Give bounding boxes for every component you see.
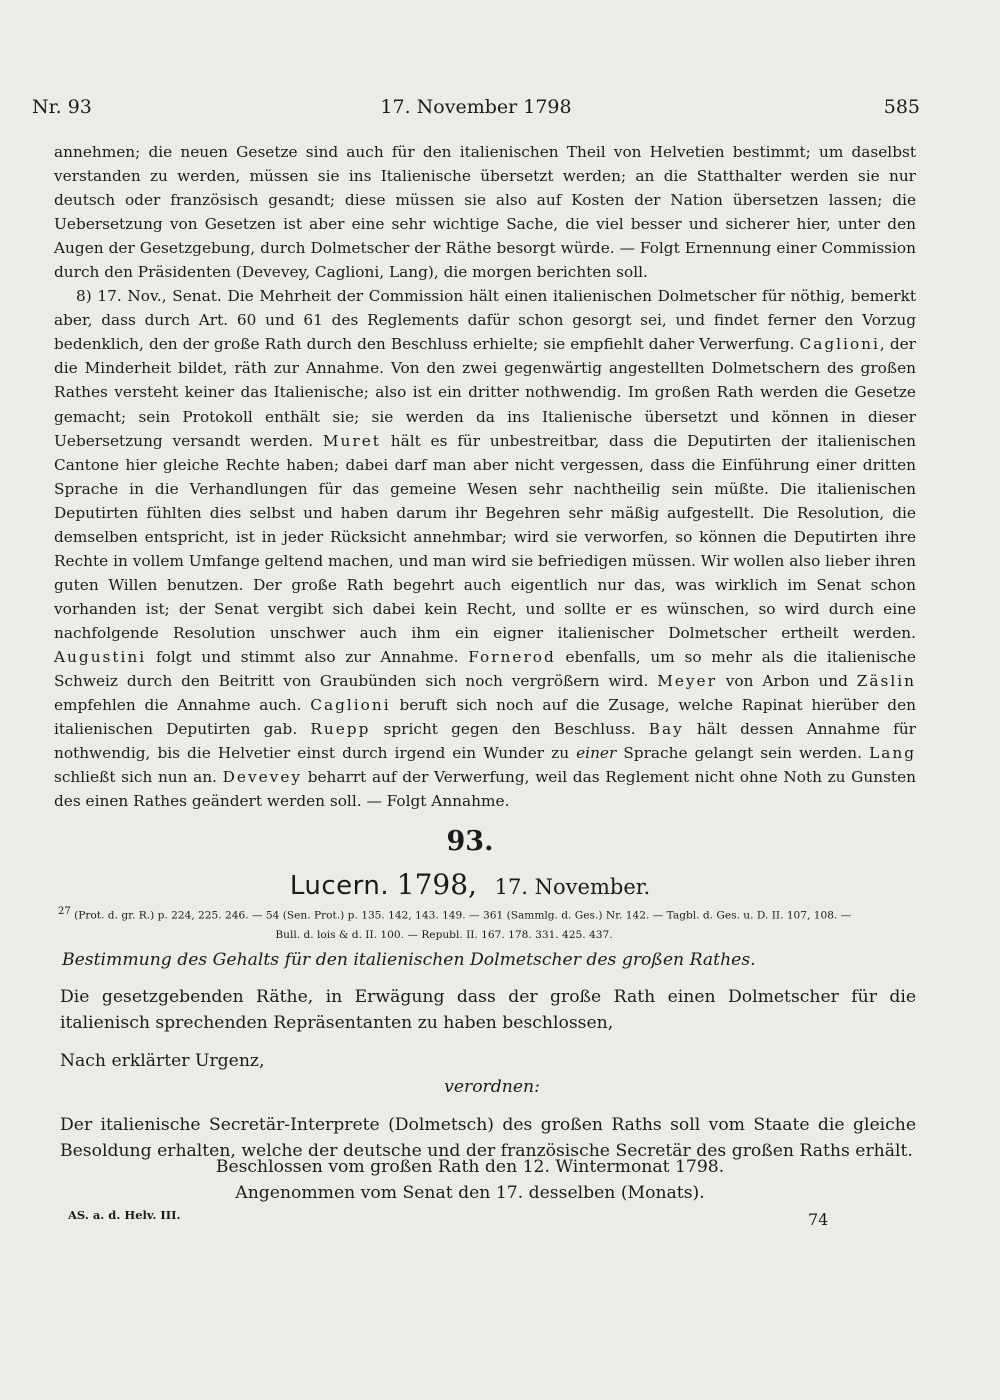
document-date: 17. November. — [494, 875, 651, 899]
speaker-name: Muret — [322, 431, 381, 450]
page-number: 585 — [883, 96, 920, 118]
closing-line-1: Beschlossen vom großen Rath den 12. Wintermonat 1798. — [215, 1157, 725, 1177]
document-year: 1798, — [396, 868, 477, 901]
reference-number: 27 — [58, 906, 71, 917]
reference-line-1: (Prot. d. gr. R.) p. 224, 225. 246. — 54 (Sen. Prot.) p. 135. 142, 143. 149. — 361 (Sammlg. d. Ges.) Nr. 142. — Tagbl. d. Ges. u. D. II. 107, 108. — — [74, 909, 852, 922]
emphasis: einer — [576, 744, 617, 763]
decree-urgency: Nach erklärter Urgenz, — [60, 1051, 265, 1071]
reference-line-2: Bull. d. lois & d. II. 100. — Republ. II. 167. 178. 331. 425. 437. — [275, 928, 613, 941]
header-number: Nr. 93 — [32, 96, 92, 118]
running-header — [32, 96, 920, 124]
speaker-name: Devevey — [222, 768, 303, 787]
footer-signature: AS. a. d. Helv. III. — [68, 1208, 181, 1222]
speaker-name: Zäslin — [856, 672, 916, 691]
decree-provision: Der italienische Secretär-Interprete (Dolmetsch) des großen Raths soll vom Staate die gleiche Besoldung erhalten, welche der deutsche und der französische Secretär des großen Raths erhält. — [60, 1115, 916, 1161]
decree-closing — [0, 1154, 940, 1206]
decree-preamble: Die gesetzgebenden Räthe, in Erwägung dass der große Rath einen Dolmetscher für die italienisch sprechenden Repräsentanten zu haben beschlossen, — [60, 987, 916, 1033]
document-city: Lucern. — [289, 871, 390, 901]
document-number: 93. — [446, 826, 494, 857]
speaker-name: Bay — [648, 720, 684, 739]
decree-verb: verordnen: — [444, 1077, 540, 1097]
speaker-name: Fornerod — [468, 647, 556, 666]
document-subject: Bestimmung des Gehalts für den italienischen Dolmetscher des großen Rathes. — [62, 950, 756, 970]
decree-text — [60, 984, 916, 1164]
source-references — [58, 902, 920, 945]
speaker-name: Caglioni — [799, 335, 880, 354]
document-heading — [0, 868, 940, 901]
paragraph-senate: 8) 17. Nov., Senat. Die Mehrheit der Commission hält einen italienischen Dolmetscher für nöthig, bemerkt aber, dass durch Art. 60 und 61 des Reglements dafür schon gesorgt sei, und findet ferner den Vorzug bedenklich, den der große Rath durch den Beschluss erhielte; sie empfiehlt daher Verwerfung. Caglioni, der die Minderheit bildet, räth zur Annahme. Von den zwei gegenwärtig angestellten Dolmetschern des großen Rathes versteht keiner das Italienische; also ist ein dritter nothwendig. Im großen Rath werden die Gesetze gemacht; sein Protokoll enthält sie; sie werden da ins Italienische übersetzt und können in dieser Uebersetzung versandt werden. Muret hält es für unbestreitbar, dass die Deputirten der italienischen Cantone hier gleiche Rechte haben; dabei darf man aber nicht vergessen, dass die Einführung einer dritten Sprache in die Verhandlungen für das gemeine Wesen sehr nachtheilig sein müßte. Die italienischen Deputirten fühlten dies selbst und haben darum ihr Begehren sehr mäßig aufgestellt. Die Resolution, die demselben entspricht, ist in jeder Rücksicht annehmbar; wird sie verworfen, so können die Deputirten ihre Rechte in vollem Umfange geltend machen, und man wird sie befriedigen müssen. Wir wollen also lieber ihren guten Willen benutzen. Der große Rath begehrt auch eigentlich nur das, was wirklich im Senat schon vorhanden ist; der Senat vergibt sich dabei kein Recht, und sollte er es wünschen, so wird durch eine nachfolgende Resolution unschwer auch ihm ein eigner italienischer Dolmetscher ertheilt werden. Augustini folgt und stimmt also zur Annahme. Fornerod ebenfalls, um so mehr als die italienische Schweiz durch den Beitritt von Graubünden sich noch vergrößern wird. Meyer von Arbon und Zäslin empfehlen die Annahme auch. Caglioni beruft sich noch auf die Zusage, welche Rapinat hierüber den italienischen Deputirten gab. Ruepp spricht gegen den Beschluss. Bay hält dessen Annahme für nothwendig, bis die Helvetier einst durch irgend ein Wunder zu einer Sprache gelangt sein werden. Lang schließt sich nun an. Devevey beharrt auf der Verwerfung, weil das Reglement nicht ohne Noth zu Gunsten des einen Rathes geändert werden soll. — Folgt Annahme. — [54, 287, 916, 811]
speaker-name: Augustini — [54, 647, 147, 666]
header-date: 17. November 1798 — [380, 96, 572, 118]
closing-line-2: Angenommen vom Senat den 17. desselben (Monats). — [235, 1183, 705, 1203]
footer-sheet-number: 74 — [808, 1210, 829, 1229]
speaker-name: Lang — [869, 744, 916, 763]
body-text — [54, 140, 916, 813]
paragraph-1: annehmen; die neuen Gesetze sind auch für den italienischen Theil von Helvetien bestimmt; um daselbst verstanden zu werden, müssen sie ins Italienische übersetzt werden; an die Statthalter werden sie nur deutsch oder französisch gesandt; diese müssen sie also auf Kosten der Nation übersetzen lassen; die Uebersetzung von Gesetzen ist aber eine sehr wichtige Sache, die viel besser und sicherer hier, unter den Augen der Gesetzgebung, durch Dolmetscher der Räthe besorgt würde. — Folgt Ernennung einer Commission durch den Präsidenten (Devevey, Caglioni, Lang), die morgen berichten soll. — [54, 143, 916, 282]
speaker-name: Meyer — [657, 672, 717, 691]
speaker-name: Ruepp — [310, 720, 371, 739]
speaker-name: Caglioni — [310, 696, 391, 715]
